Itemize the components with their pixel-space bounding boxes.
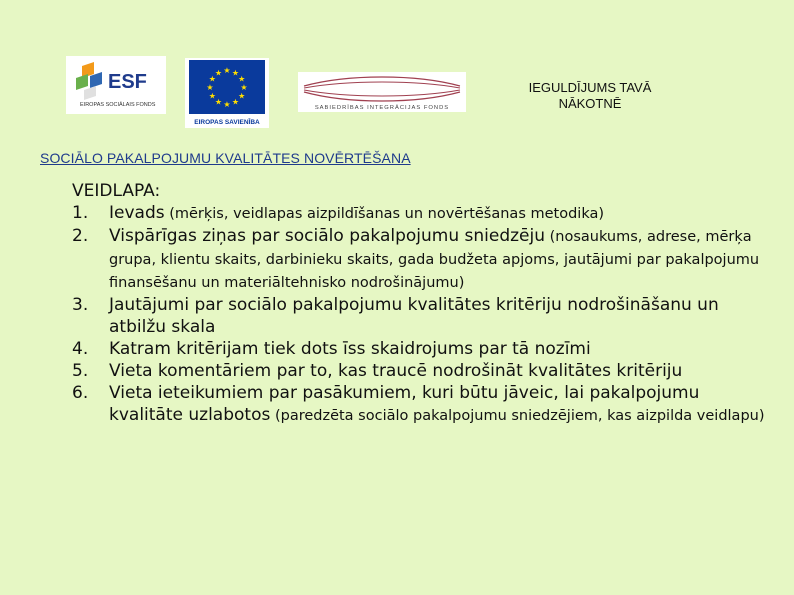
item-list <box>72 202 772 427</box>
item-main-text: Vieta komentāriem par to, kas traucē nodrošināt kvalitātes kritēriju <box>109 361 683 381</box>
sif-logo <box>298 72 466 112</box>
list-item-1 <box>72 202 772 225</box>
list-item-3 <box>72 294 772 338</box>
tagline-line-2: NĀKOTNĒ <box>558 96 622 111</box>
star-icon: ★ <box>214 97 223 107</box>
item-number: 3. <box>72 295 89 315</box>
eu-flag-logo <box>185 58 269 128</box>
esf-logo-graphic <box>66 56 166 114</box>
sif-logo-graphic <box>298 72 466 112</box>
item-number: 1. <box>72 203 89 223</box>
sif-logo-text: SABIEDRĪBAS INTEGRĀCIJAS FONDS <box>314 105 450 111</box>
star-icon: ★ <box>240 83 248 92</box>
item-main-text: Katram kritērijam tiek dots īss skaidrojums par tā nozīmi <box>109 339 591 359</box>
star-icon: ★ <box>223 66 231 75</box>
item-note: (paredzēta sociālo pakalpojumu sniedzējiem, kas aizpilda veidlapu) <box>270 408 765 424</box>
tagline <box>505 80 675 112</box>
star-icon: ★ <box>206 83 214 92</box>
item-number: 2. <box>72 226 89 246</box>
star-icon: ★ <box>223 100 231 109</box>
item-number: 4. <box>72 339 89 359</box>
eu-flag-graphic <box>185 58 269 128</box>
star-icon: ★ <box>231 97 240 107</box>
item-number: 6. <box>72 383 89 403</box>
item-note: (mērķis, veidlapas aizpildīšanas un novērtēšanas metodika) <box>164 206 604 222</box>
form-description <box>72 180 772 427</box>
star-icon: ★ <box>238 74 246 84</box>
star-icon: ★ <box>214 68 223 78</box>
esf-logo <box>66 56 166 114</box>
esf-logo-subtext: EIROPAS SOCIĀLAIS FONDS <box>80 102 156 108</box>
intro-label: VEIDLAPA: <box>72 181 161 201</box>
star-icon: ★ <box>208 74 216 84</box>
item-main-text: Vispārīgas ziņas par sociālo pakalpojumu sniedzēju <box>109 226 546 246</box>
star-icon: ★ <box>208 91 216 101</box>
tagline-line-1: IEGULDĪJUMS TAVĀ <box>528 80 652 95</box>
list-item-2 <box>72 225 772 294</box>
list-item-4 <box>72 338 772 360</box>
eu-logo-text: EIROPAS SAVIENĪBA <box>194 119 260 126</box>
item-number: 5. <box>72 361 89 381</box>
esf-logo-text: ESF <box>108 71 147 93</box>
item-main-text: Vieta ieteikumiem par pasākumiem, kuri būtu jāveic, lai pakalpojumu kvalitāte uzlabotos <box>109 383 700 425</box>
list-item-6 <box>72 382 772 427</box>
star-icon: ★ <box>231 68 240 78</box>
page-heading[interactable]: SOCIĀLO PAKALPOJUMU KVALITĀTES NOVĒRTĒŠANA <box>40 150 411 166</box>
item-main-text: Ievads <box>109 203 165 223</box>
list-item-5 <box>72 360 772 382</box>
item-main-text: Jautājumi par sociālo pakalpojumu kvalitātes kritēriju nodrošināšanu un atbilžu skala <box>109 295 719 337</box>
star-icon: ★ <box>238 91 246 101</box>
item-note: (nosaukums, adrese, mērķa grupa, klientu skaits, darbinieku skaits, gada budžeta apjoms, jautājumi par pakalpojumu finansēšanu un materiāltehnisko nodrošinājumu) <box>109 229 760 291</box>
